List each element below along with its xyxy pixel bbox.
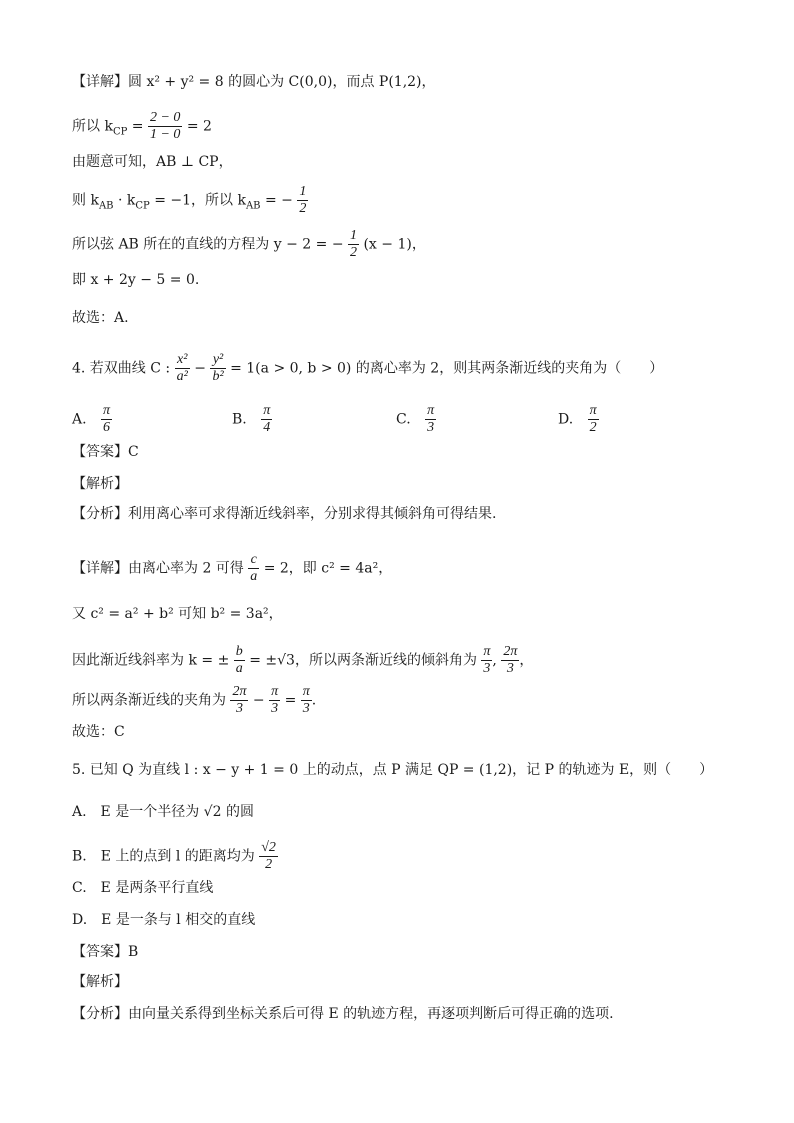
option-a[interactable] (72, 403, 112, 436)
q5-option-b[interactable] (72, 840, 278, 873)
text: 所以两条渐近线的夹角为 (72, 692, 231, 709)
subscript: CP (112, 126, 128, 138)
numerator: 1 (299, 184, 307, 199)
text: = ±√3，所以两条渐近线的倾斜角为 (249, 652, 482, 669)
denominator: 2 (265, 857, 273, 872)
denominator: 2 (350, 245, 358, 260)
fenxi-line: 【分析】利用离心率可求得渐近线斜率，分别求得其倾斜角可得结果. (72, 506, 497, 522)
text: 所以弦 AB 所在的直线的方程为 y − 2 = − (72, 236, 344, 253)
fraction (259, 840, 278, 873)
q5-analysis-tag: 【解析】 (72, 974, 128, 990)
fraction (501, 644, 519, 677)
q5-option-d[interactable]: D. E 是一条与 l 相交的直线 (72, 912, 256, 928)
numerator: π (271, 684, 279, 699)
numerator: b (235, 644, 243, 659)
angle-result-line (72, 684, 316, 717)
denominator: 6 (103, 420, 111, 435)
numerator: π (589, 403, 597, 418)
fraction (234, 644, 245, 677)
denominator: a² (176, 369, 188, 384)
fraction (301, 684, 312, 717)
denominator: a (250, 569, 258, 584)
text: = −1，所以 k (149, 192, 246, 209)
chord-equation-line (72, 228, 426, 261)
result-equation-line: 即 x + 2y − 5 = 0. (72, 272, 200, 288)
denominator: 2 (589, 420, 597, 435)
q5-fenxi-line: 【分析】由向量关系得到坐标关系后可得 E 的轨迹方程，再逐项判断后可得正确的选项. (72, 1006, 614, 1022)
denominator: 3 (506, 661, 514, 676)
numerator: y² (210, 352, 225, 369)
question-5-stem: 5. 已知 Q 为直线 l : x − y + 1 = 0 上的动点，点 P 满足 QP = (1,2)，记 P 的轨迹为 E，则（ ） (72, 762, 714, 778)
fraction (175, 352, 190, 385)
denominator: 2 (299, 201, 307, 216)
denominator: a (235, 661, 243, 676)
numerator: c (248, 552, 259, 569)
fraction (348, 228, 359, 261)
denominator: 3 (302, 701, 310, 716)
relation-line: 又 c² = a² + b² 可知 b² = 3a²， (72, 606, 283, 622)
text: − (248, 692, 270, 709)
text: 【详解】由离心率为 2 可得 (72, 560, 249, 577)
numerator: π (103, 403, 111, 418)
text: . (311, 692, 317, 709)
text: (x − 1)， (363, 236, 426, 253)
slope-angle-line (72, 644, 533, 677)
denominator: 1 − 0 (149, 127, 181, 142)
denominator: 3 (235, 701, 243, 716)
fraction (269, 684, 280, 717)
text: , (492, 652, 502, 669)
fraction (297, 184, 308, 217)
numerator: x² (175, 352, 190, 369)
text: = 2 (186, 118, 212, 135)
fraction (248, 552, 259, 585)
numerator: π (427, 403, 435, 418)
text: 则 k (72, 192, 99, 209)
choose-c-line: 故选：C (72, 724, 125, 740)
fraction (261, 403, 272, 436)
perpendicular-line: 由题意可知，AB ⊥ CP， (72, 154, 233, 170)
slope-cp-line (72, 110, 212, 143)
text: 因此渐近线斜率为 k = ± (72, 652, 230, 669)
fraction (230, 684, 248, 717)
q5-answer-line: 【答案】B (72, 944, 139, 960)
analysis-tag: 【解析】 (72, 476, 128, 492)
text: B. E 上的点到 l 的距离均为 (72, 848, 260, 865)
fraction (148, 110, 182, 143)
text: 所以 k (72, 118, 113, 135)
option-label: B. (232, 411, 247, 428)
fraction (210, 352, 225, 385)
text: = 2，即 c² = 4a²， (263, 560, 393, 577)
numerator: π (483, 644, 491, 659)
question-4-stem (72, 352, 663, 385)
option-label: D. (558, 411, 574, 428)
text: = (127, 118, 148, 135)
fraction (101, 403, 112, 436)
q5-option-a[interactable]: A. E 是一个半径为 √2 的圆 (72, 804, 254, 820)
text: 4. 若双曲线 C : (72, 360, 175, 377)
fraction (481, 644, 492, 677)
numerator: 1 (350, 228, 358, 243)
option-d[interactable] (558, 403, 599, 436)
text: = 1(a > 0, b > 0) 的离心率为 2，则其两条渐近线的夹角为（ ） (230, 360, 664, 377)
answer-line: 【答案】C (72, 444, 139, 460)
subscript: AB (98, 200, 114, 212)
denominator: 3 (483, 661, 491, 676)
text: · k (113, 192, 136, 209)
denominator: 3 (427, 420, 435, 435)
fraction (588, 403, 599, 436)
slope-product-line (72, 184, 308, 217)
option-b[interactable] (232, 403, 272, 436)
fraction (425, 403, 436, 436)
xiangjie-eccentricity-line (72, 552, 392, 585)
numerator: 2π (232, 684, 247, 699)
xiangjie-circle-line: 【详解】圆 x² + y² = 8 的圆心为 C(0,0)，而点 P(1,2)， (72, 74, 436, 90)
numerator: 2 − 0 (149, 110, 181, 125)
text: ， (519, 652, 534, 669)
numerator: π (302, 684, 310, 699)
numerator: 2π (503, 644, 518, 659)
option-label: C. (396, 411, 411, 428)
numerator: π (263, 403, 271, 418)
denominator: b² (212, 369, 224, 384)
text: = − (260, 192, 293, 209)
denominator: 4 (263, 420, 271, 435)
option-c[interactable] (396, 403, 436, 436)
q5-option-c[interactable]: C. E 是两条平行直线 (72, 880, 214, 896)
option-label: A. (72, 411, 87, 428)
text: = (280, 692, 301, 709)
denominator: 3 (271, 701, 279, 716)
subscript: AB (245, 200, 261, 212)
subscript: CP (135, 200, 150, 212)
text: − (189, 360, 211, 377)
choose-a-line: 故选：A. (72, 310, 129, 326)
numerator: √2 (261, 840, 276, 855)
